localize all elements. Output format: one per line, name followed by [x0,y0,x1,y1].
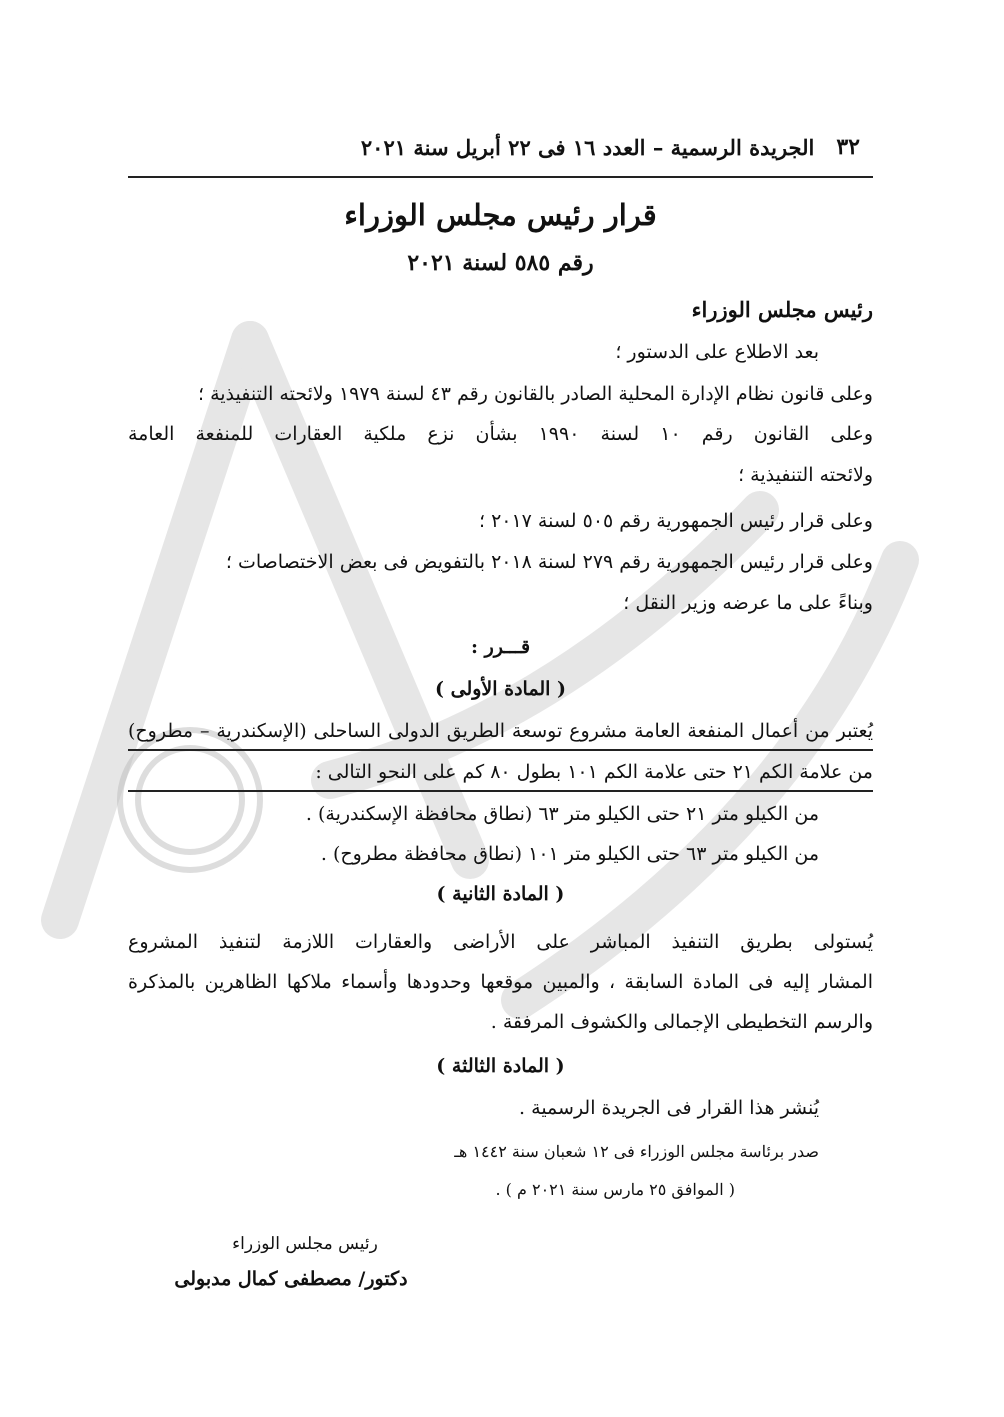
preamble-line: وبناءً على ما عرضه وزير النقل ؛ [623,592,873,614]
preamble-line: وعلى قرار رئيس الجمهورية رقم ٥٠٥ لسنة ٢٠١٧ ؛ [478,510,873,532]
underline-rule [128,749,873,751]
preamble-line: ولائحته التنفيذية ؛ [738,464,873,486]
running-header [262,128,860,166]
preamble-line: وعلى قرار رئيس الجمهورية رقم ٢٧٩ لسنة ٢٠١٨ بالتفويض فى بعض الاختصاصات ؛ [225,551,873,573]
preamble-line: وعلى قانون نظام الإدارة المحلية الصادر بالقانون رقم ٤٣ لسنة ١٩٧٩ ولائحته التنفيذية ؛ [197,383,873,405]
article-2-heading: ( المادة الثانية ) [436,883,565,905]
signatory-title: رئيس مجلس الوزراء [232,1234,378,1254]
resolved-heading: قـــرر : [470,636,531,658]
article-1-line: من الكيلو متر ٢١ حتى الكيلو متر ٦٣ (نطاق محافظة الإسكندرية) . [305,803,819,825]
header-rule [128,176,873,178]
article-1-line: يُعتبر من أعمال المنفعة العامة مشروع توسعة الطريق الدولى الساحلى (الإسكندرية – مطروح) [128,720,873,742]
decree-title: قرار رئيس مجلس الوزراء [344,198,657,232]
article-1-heading: ( المادة الأولى ) [435,678,566,700]
decree-number: رقم ٥٨٥ لسنة ٢٠٢١ [407,250,594,276]
preamble-line: وعلى القانون رقم ١٠ لسنة ١٩٩٠ بشأن نزع ملكية العقارات للمنفعة العامة [128,423,873,445]
issued-date-gregorian: ( الموافق ٢٥ مارس سنة ٢٠٢١ م ) . [495,1180,735,1199]
article-2-line: المشار إليه فى المادة السابقة ، والمبين موقعها وحدودها وأسماء ملاكها الظاهرين بالمذكرة [128,971,873,993]
underline-rule [128,790,873,792]
article-2-line: والرسم التخطيطى الإجمالى والكشوف المرفقة . [490,1011,873,1033]
gazette-issue-title: الجريدة الرسمية – العدد ١٦ فى ٢٢ أبريل سنة ٢٠٢١ [360,134,815,160]
preamble-line: بعد الاطلاع على الدستور ؛ [615,341,819,363]
article-1-line: من الكيلو متر ٦٣ حتى الكيلو متر ١٠١ (نطاق محافظة مطروح) . [320,843,819,865]
article-2-line: يُستولى بطريق التنفيذ المباشر على الأراضى والعقارات اللازمة لتنفيذ المشروع [128,931,873,953]
issued-date-hijri: صدر برئاسة مجلس الوزراء فى ١٢ شعبان سنة ١٤٤٢ هـ [454,1142,819,1161]
page-number: ٣٢ [836,134,860,160]
article-3-line: يُنشر هذا القرار فى الجريدة الرسمية . [519,1097,819,1119]
article-3-heading: ( المادة الثالثة ) [436,1055,565,1077]
issuer-heading: رئيس مجلس الوزراء [691,297,873,322]
signatory-name: دكتور/ مصطفى كمال مدبولى [174,1268,408,1290]
article-1-line: من علامة الكم ٢١ حتى علامة الكم ١٠١ بطول ٨٠ كم على النحو التالى : [315,761,873,783]
